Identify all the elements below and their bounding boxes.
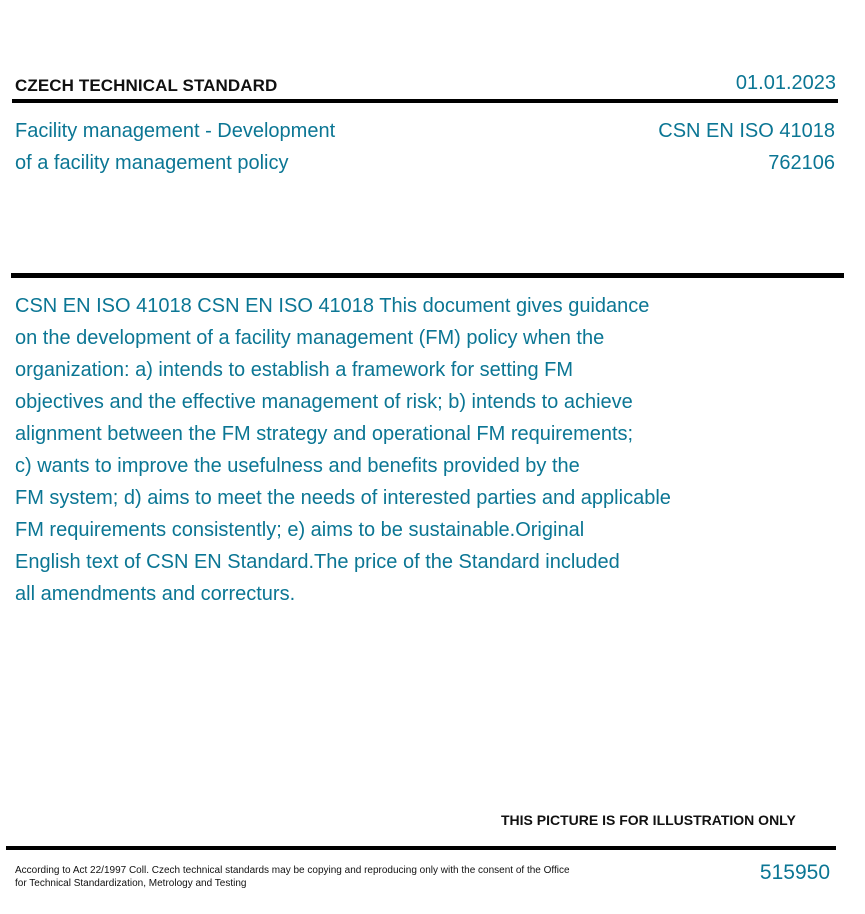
- illustration-notice: THIS PICTURE IS FOR ILLUSTRATION ONLY: [501, 812, 796, 828]
- description-line: c) wants to improve the usefulness and benefits provided by the: [15, 455, 580, 477]
- description-line: FM system; d) aims to meet the needs of interested parties and applicable: [15, 487, 671, 509]
- document-category: CZECH TECHNICAL STANDARD: [15, 76, 278, 95]
- legal-line: for Technical Standardization, Metrology and Testing: [15, 878, 247, 889]
- description-line: organization: a) intends to establish a framework for setting FM: [15, 359, 574, 381]
- description-line: objectives and the effective management of risk; b) intends to achieve: [15, 391, 633, 413]
- standard-title-line: Facility management - Development: [15, 120, 336, 142]
- description-line: all amendments and correcturs.: [15, 583, 296, 605]
- standard-title-line: of a facility management policy: [15, 152, 289, 174]
- legal-notice: [15, 864, 595, 890]
- description-line: English text of CSN EN Standard.The price of the Standard included: [15, 551, 620, 573]
- catalog-number: 762106: [768, 152, 835, 174]
- description-line: alignment between the FM strategy and operational FM requirements;: [15, 423, 634, 445]
- standard-number: CSN EN ISO 41018: [658, 120, 835, 142]
- description-line: FM requirements consistently; e) aims to be sustainable.Original: [15, 519, 585, 541]
- standard-title: [15, 115, 435, 179]
- standard-codes: [658, 115, 835, 179]
- legal-line: According to Act 22/1997 Coll. Czech technical standards may be copying and reproducing only with the consent of the Office: [15, 865, 570, 876]
- description-line: on the development of a facility management (FM) policy when the: [15, 327, 605, 349]
- footer-divider: [6, 846, 836, 850]
- description-line: CSN EN ISO 41018 CSN EN ISO 41018 This document gives guidance: [15, 295, 650, 317]
- standard-description: [15, 290, 735, 610]
- publication-date: 01.01.2023: [735, 72, 836, 94]
- header-divider: [12, 99, 838, 103]
- section-divider: [11, 273, 844, 278]
- document-number: 515950: [759, 861, 830, 884]
